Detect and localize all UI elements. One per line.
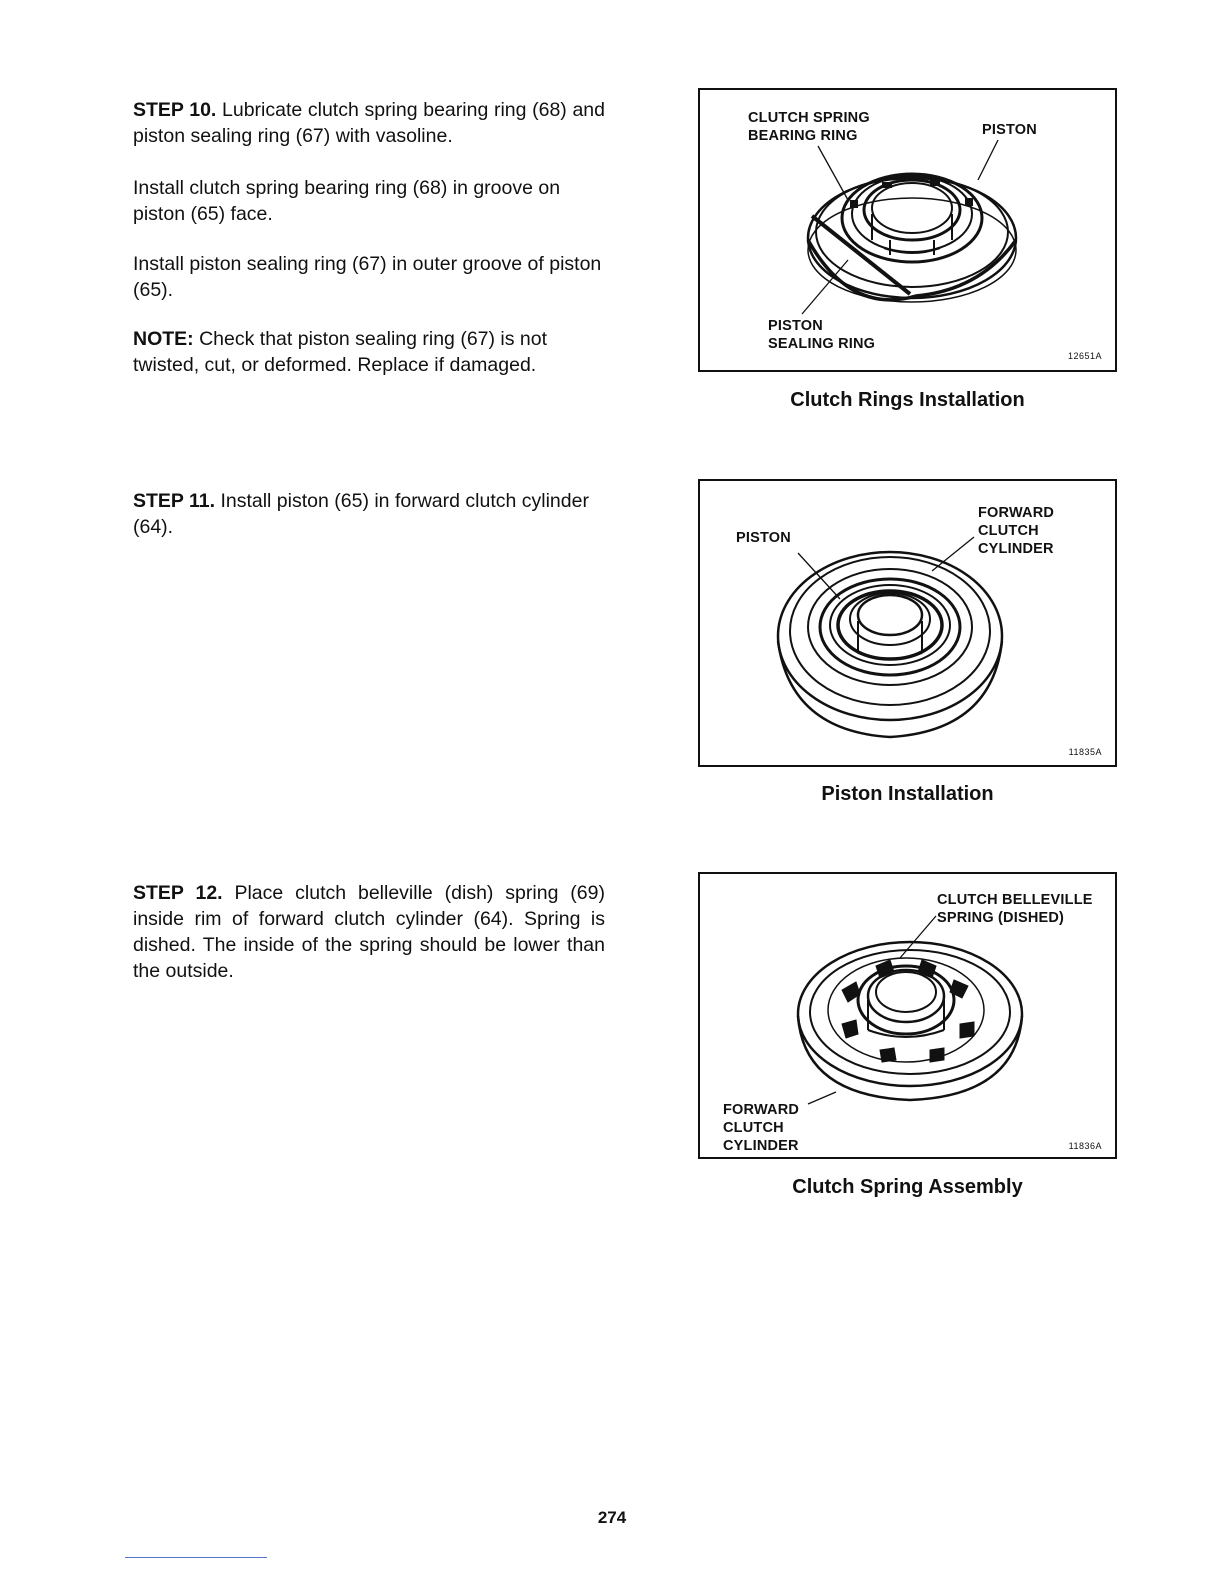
clutch-rings-caption: Clutch Rings Installation (790, 389, 1025, 411)
step-10-paragraph (133, 97, 605, 149)
step-10-bearing-ring-paragraph (133, 175, 605, 227)
figure-number: 12651A (1067, 351, 1102, 361)
step-12-lead: STEP 12. (133, 882, 223, 904)
figure-number: 11835A (1068, 747, 1102, 757)
piston-installation-figure (698, 479, 1117, 767)
step-10-sealing-ring-paragraph (133, 251, 605, 303)
piston-label: PISTON (736, 530, 791, 546)
clutch-rings-figure (698, 88, 1117, 372)
clutch-spring-bearing-ring-label: CLUTCH SPRING BEARING RING (748, 110, 870, 144)
step-10-text: Lubricate clutch spring bearing ring (68) and piston sealing ring (67) with vasoline. (133, 99, 605, 147)
step-12-paragraph (133, 880, 605, 984)
piston-sealing-ring-label: PISTON SEALING RING (768, 318, 876, 352)
clutch-spring-assembly-figure (698, 872, 1117, 1159)
note-text: Check that piston sealing ring (67) is not twisted, cut, or deformed. Replace if damaged. (133, 328, 548, 376)
forward-clutch-cylinder-label: FORWARD CLUTCH CYLINDER (723, 1102, 800, 1154)
piston-installation-caption: Piston Installation (821, 783, 994, 805)
note-lead: NOTE: (133, 328, 194, 350)
figure-number: 11836A (1068, 1141, 1102, 1151)
footer-line (125, 1557, 267, 1558)
step-10-bearing-ring-text: Install clutch spring bearing ring (68) in groove on piston (65) face. (133, 177, 561, 225)
piston-label: PISTON (982, 122, 1037, 138)
page-number: 274 (597, 1508, 627, 1527)
step-11-lead: STEP 11. (133, 490, 216, 512)
step-10-lead: STEP 10. (133, 99, 217, 121)
clutch-spring-assembly-caption: Clutch Spring Assembly (792, 1176, 1023, 1198)
step-11-paragraph (133, 488, 605, 540)
forward-clutch-cylinder-label: FORWARD CLUTCH CYLINDER (978, 505, 1055, 557)
step-10-sealing-ring-text: Install piston sealing ring (67) in outer groove of piston (65). (133, 253, 602, 301)
step-12-text: Place clutch belleville (dish) spring (69) inside rim of forward clutch cylinder (64). Spring is dished. The inside of the spring should be lower than the outside. (133, 882, 605, 982)
note-paragraph (133, 326, 605, 378)
clutch-belleville-spring-label: CLUTCH BELLEVILLE SPRING (DISHED) (937, 892, 1093, 926)
step-11-text: Install piston (65) in forward clutch cylinder (64). (133, 490, 589, 538)
